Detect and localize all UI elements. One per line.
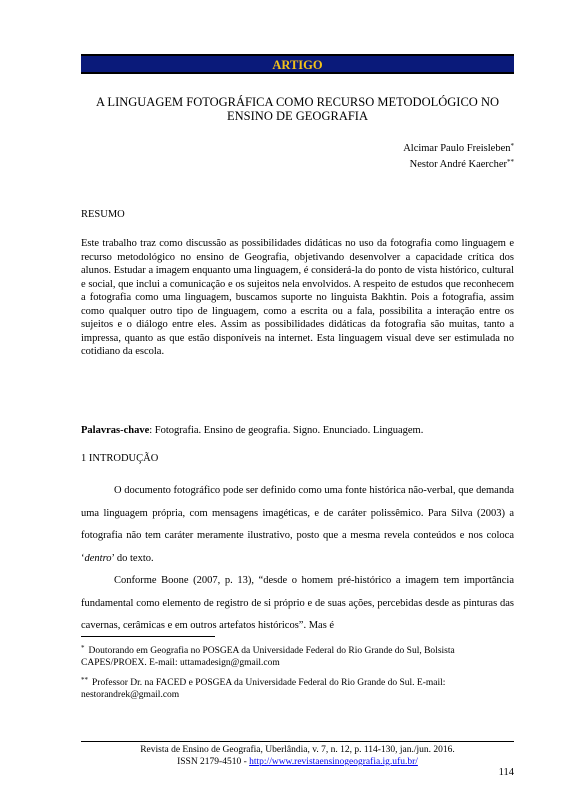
author-2 <box>403 157 514 173</box>
issn-line <box>81 756 514 768</box>
footnote-1 <box>81 645 514 669</box>
page-number: 114 <box>498 767 514 778</box>
footnote-text: Doutorando em Geografia no POSGEA da Universidade Federal do Rio Grande do Sul, Bolsista CAPES/PROEX. E-mail: uttamadesign@gmail.com <box>81 646 455 668</box>
footnote-mark: * <box>510 142 514 150</box>
keywords <box>81 425 514 436</box>
footnote-mark: ** <box>81 676 88 684</box>
paragraph: Conforme Boone (2007, p. 13), “desde o homem pré-histórico a imagem tem importância fundamental como elemento de registro de si próprio e de suas ações, percebidas desde as pinturas das cavernas, cerâmicas e em outros artefatos históricos”. Mas é <box>81 575 514 631</box>
paragraph-text: ’ do texto. <box>111 552 154 564</box>
section-banner <box>81 54 514 74</box>
footnote-mark: * <box>81 644 85 652</box>
footnote-2 <box>81 677 514 701</box>
paragraph <box>81 480 514 570</box>
footer-separator <box>81 741 514 742</box>
section-label: ARTIGO <box>272 58 323 72</box>
journal-citation: Revista de Ensino de Geografia, Uberlândia, v. 7, n. 12, p. 114-130, jan./jun. 2016. <box>140 745 455 755</box>
author-list <box>403 141 514 173</box>
author-1 <box>403 141 514 157</box>
footnote-separator <box>81 636 215 637</box>
journal-link[interactable]: http://www.revistaensinogeografia.ig.ufu.br/ <box>249 757 418 767</box>
paper-title: A LINGUAGEM FOTOGRÁFICA COMO RECURSO METODOLÓGICO NO ENSINO DE GEOGRAFIA <box>95 95 500 123</box>
section-heading-introduction: 1 INTRODUÇÃO <box>81 453 159 464</box>
author-name: Nestor André Kaercher <box>409 159 507 170</box>
footnote-mark: ** <box>507 158 514 166</box>
journal-footer <box>81 744 514 768</box>
author-name: Alcimar Paulo Freisleben <box>403 143 511 154</box>
emphasis: dentro <box>84 552 112 564</box>
abstract-text: Este trabalho traz como discussão as possibilidades didáticas no uso da fotografia como linguagem e recurso metodológico no ensino de Geografia, objetivando desenvolver a capacidade crítica dos alunos. Estudar a imagem enquanto uma linguagem, é considerá-la do ponto de vista histórico, cultural e social, que inclui a comunicação e os sujeitos nela envolvidos. A respeito de estudos que reconhecem a fotografia como uma linguagem, buscamos suporte no linguista Bakhtin. Pois a fotografia, assim como qualquer outro tipo de linguagem, como a escrita ou a fala, possibilita a interação entre os sujeitos e o diálogo entre eles. Assim as possibilidades didáticas da fotografia são muitas, tanto a impressa, quanto as que estão disponíveis na internet. Esta linguagem visual deve ser estimulada no cotidiano da escola. <box>81 238 514 357</box>
paragraph-text: O documento fotográfico pode ser definido como uma fonte histórica não-verbal, que demanda uma linguagem própria, com mensagens imagéticas, e de caráter polissêmico. Para Silva (2003) a fotografia não tem caráter meramente ilustrativo, posto que a mesma revela conteúdos e nos coloca ‘ <box>81 485 514 564</box>
body-text <box>81 480 514 638</box>
issn-text: ISSN 2179-4510 - <box>177 757 250 767</box>
footnote-text: Professor Dr. na FACED e POSGEA da Universidade Federal do Rio Grande do Sul. E-mail: nestorandrek@gmail.com <box>81 678 446 700</box>
abstract-heading: RESUMO <box>81 209 125 220</box>
keywords-text: : Fotografia. Ensino de geografia. Signo. Enunciado. Linguagem. <box>149 425 424 436</box>
keywords-label: Palavras-chave <box>81 425 150 436</box>
